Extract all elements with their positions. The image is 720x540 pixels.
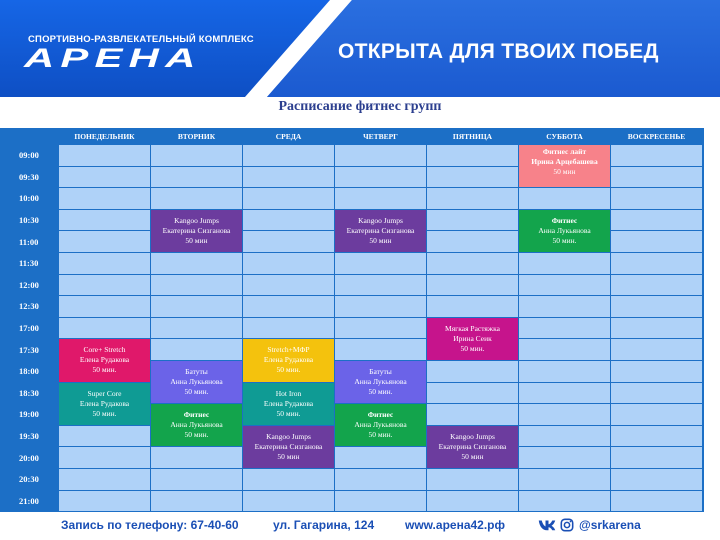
schedule-cell[interactable] bbox=[335, 188, 426, 209]
schedule-grid bbox=[0, 128, 704, 512]
schedule-cell[interactable] bbox=[59, 296, 150, 317]
day-header: ПОНЕДЕЛЬНИК bbox=[59, 128, 150, 144]
class-block[interactable] bbox=[335, 361, 426, 403]
class-detail: Kangoo Jumps bbox=[450, 431, 495, 441]
schedule-cell[interactable] bbox=[59, 167, 150, 188]
class-title: Фитнес bbox=[551, 215, 578, 225]
class-detail: 50 мин. bbox=[184, 387, 209, 397]
time-slot-label: 09:00 bbox=[1, 145, 58, 166]
schedule-cell[interactable] bbox=[611, 426, 702, 447]
class-detail: Kangoo Jumps bbox=[174, 215, 219, 225]
class-detail: Анна Лукьянова bbox=[170, 420, 223, 430]
time-slot-label: 20:00 bbox=[1, 447, 58, 468]
time-slot-label: 11:30 bbox=[1, 253, 58, 274]
schedule-cell[interactable] bbox=[151, 296, 242, 317]
class-title: Ирина Арцебашева bbox=[531, 157, 598, 166]
class-block[interactable] bbox=[243, 383, 334, 425]
schedule-cell[interactable] bbox=[427, 383, 518, 404]
schedule-cell[interactable] bbox=[335, 491, 426, 512]
class-block[interactable] bbox=[151, 210, 242, 252]
schedule-cell[interactable] bbox=[59, 447, 150, 468]
schedule-cell[interactable] bbox=[611, 447, 702, 468]
class-detail: 50 мин. bbox=[552, 235, 577, 245]
schedule-cell[interactable] bbox=[59, 210, 150, 231]
schedule-cell[interactable] bbox=[427, 275, 518, 296]
schedule-cell[interactable] bbox=[519, 253, 610, 274]
class-detail: Елена Рудакова bbox=[79, 398, 130, 408]
class-detail: Анна Лукьянова bbox=[354, 420, 407, 430]
schedule-cell[interactable] bbox=[611, 491, 702, 512]
class-block[interactable] bbox=[243, 426, 334, 468]
time-slot-label: 19:00 bbox=[1, 404, 58, 425]
day-header: ЧЕТВЕРГ bbox=[335, 128, 426, 144]
schedule-cell[interactable] bbox=[519, 469, 610, 490]
schedule-cell[interactable] bbox=[243, 275, 334, 296]
schedule-cell[interactable] bbox=[151, 491, 242, 512]
class-title: Фитнес bbox=[367, 410, 394, 420]
time-slot-label: 20:30 bbox=[1, 469, 58, 490]
schedule-cell[interactable] bbox=[59, 231, 150, 252]
schedule-cell[interactable] bbox=[519, 339, 610, 360]
schedule-cell[interactable] bbox=[611, 145, 702, 166]
class-detail: Core+ Stretch bbox=[83, 345, 126, 355]
class-block[interactable] bbox=[243, 339, 334, 381]
class-block[interactable] bbox=[427, 426, 518, 468]
day-header: ПЯТНИЦА bbox=[427, 128, 518, 144]
schedule-cell[interactable] bbox=[611, 253, 702, 274]
schedule-cell[interactable] bbox=[59, 188, 150, 209]
schedule-cell[interactable] bbox=[519, 296, 610, 317]
schedule-cell[interactable] bbox=[611, 404, 702, 425]
schedule-cell[interactable] bbox=[243, 469, 334, 490]
time-slot-label: 19:30 bbox=[1, 426, 58, 447]
class-detail: Stretch+МФР bbox=[267, 345, 310, 355]
day-header: СУББОТА bbox=[519, 128, 610, 144]
schedule-cell[interactable] bbox=[243, 253, 334, 274]
class-detail: 50 мин. bbox=[92, 408, 117, 418]
header-slogan: ОТКРЫТА ДЛЯ ТВОИХ ПОБЕД bbox=[338, 40, 659, 63]
class-detail: 50 мин. bbox=[368, 430, 393, 440]
header-subtitle: СПОРТИВНО-РАЗВЛЕКАТЕЛЬНЫЙ КОМПЛЕКС bbox=[28, 34, 254, 45]
class-detail: 50 мин. bbox=[92, 365, 117, 375]
schedule-cell[interactable] bbox=[243, 145, 334, 166]
footer bbox=[0, 515, 720, 537]
schedule-cell[interactable] bbox=[427, 253, 518, 274]
schedule-cell[interactable] bbox=[59, 275, 150, 296]
class-block[interactable] bbox=[519, 145, 610, 187]
class-detail: 50 мин. bbox=[276, 408, 301, 418]
class-detail: Анна Лукьянова bbox=[538, 225, 591, 235]
schedule-cell[interactable] bbox=[427, 469, 518, 490]
class-detail: Мягкая Растяжка bbox=[445, 323, 500, 333]
time-slot-label: 18:30 bbox=[1, 383, 58, 404]
class-detail: 50 мин bbox=[461, 451, 484, 461]
class-detail: Ирина Сеик bbox=[453, 333, 492, 343]
schedule-cell[interactable] bbox=[427, 491, 518, 512]
schedule-cell[interactable] bbox=[59, 318, 150, 339]
schedule-cell[interactable] bbox=[335, 145, 426, 166]
time-slot-label: 18:00 bbox=[1, 361, 58, 382]
class-detail: Екатерина Сизганова bbox=[438, 441, 507, 451]
class-block[interactable] bbox=[335, 210, 426, 252]
class-detail: Hot Iron bbox=[275, 388, 302, 398]
footer-address: ул. Гагарина, 124 bbox=[273, 518, 375, 532]
class-block[interactable] bbox=[427, 318, 518, 360]
schedule-cell[interactable] bbox=[59, 253, 150, 274]
instagram-icon[interactable] bbox=[560, 518, 574, 532]
schedule-cell[interactable] bbox=[611, 383, 702, 404]
schedule-cell[interactable] bbox=[519, 188, 610, 209]
schedule-cell[interactable] bbox=[519, 318, 610, 339]
schedule-cell[interactable] bbox=[427, 361, 518, 382]
class-detail: 50 мин. bbox=[184, 430, 209, 440]
schedule-cell[interactable] bbox=[151, 469, 242, 490]
day-header: СРЕДА bbox=[243, 128, 334, 144]
class-detail: Екатерина Сизганова bbox=[162, 225, 231, 235]
schedule-cell[interactable] bbox=[427, 145, 518, 166]
class-block[interactable] bbox=[151, 404, 242, 446]
class-detail: Super Core bbox=[87, 388, 122, 398]
schedule-cell[interactable] bbox=[335, 339, 426, 360]
class-detail: Екатерина Сизганова bbox=[254, 441, 323, 451]
class-detail: Елена Рудакова bbox=[79, 355, 130, 365]
time-slot-label: 12:00 bbox=[1, 275, 58, 296]
grid-corner bbox=[1, 128, 58, 144]
schedule-cell[interactable] bbox=[335, 447, 426, 468]
class-detail: Батуты bbox=[185, 367, 208, 377]
schedule-cell[interactable] bbox=[519, 447, 610, 468]
footer-social-handle[interactable]: @srkarena bbox=[579, 518, 641, 532]
class-detail: Елена Рудакова bbox=[263, 355, 314, 365]
arena-logo: АРЕНА bbox=[24, 43, 202, 73]
schedule-cell[interactable] bbox=[151, 339, 242, 360]
class-detail: Батуты bbox=[369, 367, 392, 377]
class-detail: 50 мин. bbox=[460, 343, 485, 353]
schedule-cell[interactable] bbox=[243, 167, 334, 188]
schedule-cell[interactable] bbox=[59, 145, 150, 166]
schedule-cell[interactable] bbox=[335, 318, 426, 339]
schedule-cell[interactable] bbox=[427, 231, 518, 252]
schedule-cell[interactable] bbox=[611, 210, 702, 231]
schedule-cell[interactable] bbox=[611, 188, 702, 209]
class-block[interactable] bbox=[59, 339, 150, 381]
schedule-cell[interactable] bbox=[243, 491, 334, 512]
day-header: ВОСКРЕСЕНЬЕ bbox=[611, 128, 702, 144]
schedule-title: Расписание фитнес групп bbox=[278, 99, 442, 114]
time-slot-label: 17:00 bbox=[1, 318, 58, 339]
schedule-cell[interactable] bbox=[151, 188, 242, 209]
schedule-cell[interactable] bbox=[59, 426, 150, 447]
class-detail: Kangoo Jumps bbox=[266, 431, 311, 441]
class-detail: 50 мин bbox=[185, 235, 208, 245]
schedule-cell[interactable] bbox=[335, 296, 426, 317]
footer-phone[interactable]: Запись по телефону: 67-40-60 bbox=[61, 518, 239, 532]
class-detail: Kangoo Jumps bbox=[358, 215, 403, 225]
schedule-cell[interactable] bbox=[335, 275, 426, 296]
schedule-cell[interactable] bbox=[335, 167, 426, 188]
schedule-cell[interactable] bbox=[611, 361, 702, 382]
class-detail: Анна Лукьянова bbox=[170, 377, 223, 387]
schedule-cell[interactable] bbox=[611, 339, 702, 360]
time-slot-label: 09:30 bbox=[1, 167, 58, 188]
class-block[interactable] bbox=[335, 404, 426, 446]
schedule-cell[interactable] bbox=[151, 275, 242, 296]
time-slot-label: 17:30 bbox=[1, 339, 58, 360]
time-slot-label: 10:00 bbox=[1, 188, 58, 209]
schedule-cell[interactable] bbox=[611, 167, 702, 188]
schedule-cell[interactable] bbox=[427, 210, 518, 231]
schedule-cell[interactable] bbox=[427, 188, 518, 209]
schedule-cell[interactable] bbox=[243, 188, 334, 209]
schedule-cell[interactable] bbox=[151, 318, 242, 339]
schedule-cell[interactable] bbox=[243, 296, 334, 317]
class-detail: 50 мин bbox=[369, 235, 392, 245]
schedule-cell[interactable] bbox=[427, 404, 518, 425]
class-block[interactable] bbox=[519, 210, 610, 252]
schedule-cell[interactable] bbox=[243, 231, 334, 252]
class-title: Фитнес bbox=[183, 410, 210, 420]
schedule-cell[interactable] bbox=[243, 318, 334, 339]
class-detail: 50 мин bbox=[553, 167, 576, 176]
class-block[interactable] bbox=[59, 383, 150, 425]
schedule-cell[interactable] bbox=[519, 404, 610, 425]
schedule-cell[interactable] bbox=[151, 145, 242, 166]
schedule-cell[interactable] bbox=[519, 426, 610, 447]
schedule-cell[interactable] bbox=[519, 491, 610, 512]
header-banner bbox=[0, 0, 720, 97]
schedule-cell[interactable] bbox=[611, 275, 702, 296]
class-block[interactable] bbox=[151, 361, 242, 403]
footer-website[interactable]: www.арена42.рф bbox=[405, 518, 506, 532]
schedule-cell[interactable] bbox=[611, 296, 702, 317]
schedule-cell[interactable] bbox=[151, 253, 242, 274]
day-header: ВТОРНИК bbox=[151, 128, 242, 144]
vk-icon[interactable] bbox=[538, 519, 556, 531]
class-detail: 50 мин. bbox=[368, 387, 393, 397]
schedule-cell[interactable] bbox=[243, 210, 334, 231]
schedule-cell[interactable] bbox=[611, 318, 702, 339]
schedule-cell[interactable] bbox=[59, 491, 150, 512]
class-detail: 50 мин. bbox=[276, 365, 301, 375]
class-detail: 50 мин bbox=[277, 451, 300, 461]
schedule-cell[interactable] bbox=[59, 469, 150, 490]
schedule-cell[interactable] bbox=[519, 275, 610, 296]
schedule-cell[interactable] bbox=[611, 231, 702, 252]
schedule-cell[interactable] bbox=[427, 296, 518, 317]
schedule-cell[interactable] bbox=[519, 361, 610, 382]
time-slot-label: 12:30 bbox=[1, 296, 58, 317]
time-slot-label: 11:00 bbox=[1, 231, 58, 252]
class-detail: Елена Рудакова bbox=[263, 398, 314, 408]
class-detail: Анна Лукьянова bbox=[354, 377, 407, 387]
class-detail: Екатерина Сизганова bbox=[346, 225, 415, 235]
schedule-cell[interactable] bbox=[335, 253, 426, 274]
schedule-cell[interactable] bbox=[335, 469, 426, 490]
class-title: Фитнес лайт bbox=[542, 147, 587, 156]
schedule-cell[interactable] bbox=[519, 383, 610, 404]
schedule-cell[interactable] bbox=[151, 167, 242, 188]
schedule-cell[interactable] bbox=[611, 469, 702, 490]
schedule-cell[interactable] bbox=[151, 447, 242, 468]
time-slot-label: 21:00 bbox=[1, 491, 58, 512]
time-slot-label: 10:30 bbox=[1, 210, 58, 231]
schedule-cell[interactable] bbox=[427, 167, 518, 188]
